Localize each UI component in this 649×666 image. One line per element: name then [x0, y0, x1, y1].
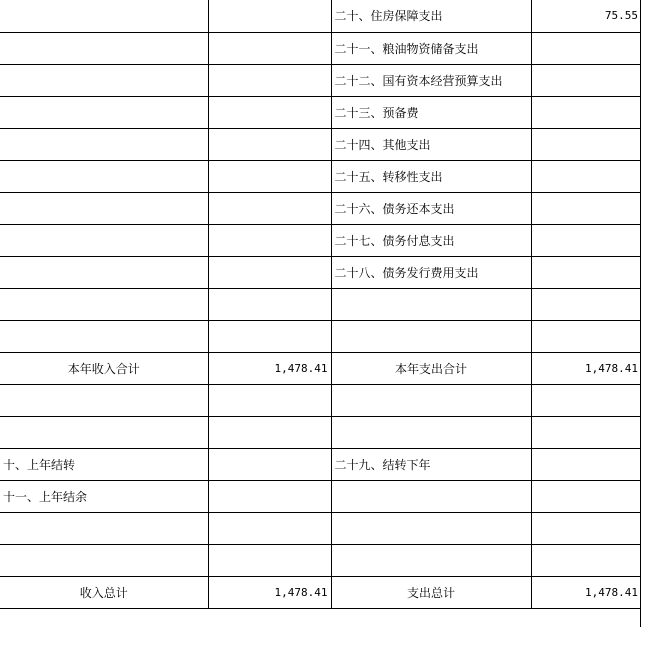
income-amount-cell[interactable] [208, 160, 331, 192]
income-item-cell[interactable] [0, 384, 208, 416]
expense-item-cell[interactable] [331, 480, 531, 512]
expense-amount-cell[interactable]: 75.55 [531, 0, 641, 32]
expense-amount-cell[interactable] [531, 544, 641, 576]
table-row [0, 320, 641, 352]
income-amount-cell[interactable] [208, 512, 331, 544]
income-item-cell[interactable] [0, 320, 208, 352]
table-row [0, 512, 641, 544]
income-item-cell[interactable] [0, 64, 208, 96]
income-amount-cell[interactable] [208, 64, 331, 96]
expense-item-cell[interactable] [331, 512, 531, 544]
expense-item-cell[interactable] [331, 544, 531, 576]
income-item-cell[interactable] [0, 0, 208, 32]
income-amount-cell[interactable] [208, 416, 331, 448]
table-row [0, 32, 641, 64]
income-amount-cell[interactable] [208, 128, 331, 160]
income-item-cell[interactable]: 本年收入合计 [0, 352, 208, 384]
income-amount-cell[interactable] [208, 224, 331, 256]
expense-amount-cell[interactable] [531, 128, 641, 160]
income-amount-cell[interactable] [208, 288, 331, 320]
income-item-cell[interactable] [0, 256, 208, 288]
income-amount-cell[interactable] [208, 448, 331, 480]
expense-item-cell[interactable] [331, 384, 531, 416]
expense-item-cell[interactable]: 二十七、债务付息支出 [331, 224, 531, 256]
income-amount-cell[interactable]: 1,478.41 [208, 576, 331, 608]
expense-item-cell[interactable]: 二十八、债务发行费用支出 [331, 256, 531, 288]
income-item-cell[interactable] [0, 192, 208, 224]
expense-amount-cell[interactable] [531, 512, 641, 544]
expense-item-cell[interactable]: 二十四、其他支出 [331, 128, 531, 160]
expense-amount-cell[interactable]: 1,478.41 [531, 352, 641, 384]
expense-amount-cell[interactable] [531, 416, 641, 448]
expense-item-cell[interactable]: 本年支出合计 [331, 352, 531, 384]
table-row [0, 288, 641, 320]
table-row [0, 64, 641, 96]
table-row [0, 96, 641, 128]
income-item-cell[interactable] [0, 544, 208, 576]
income-amount-cell[interactable] [208, 384, 331, 416]
table-row [0, 192, 641, 224]
table-row [0, 544, 641, 576]
income-amount-cell[interactable] [208, 256, 331, 288]
expense-item-cell[interactable]: 二十九、结转下年 [331, 448, 531, 480]
income-amount-cell[interactable] [208, 0, 331, 32]
income-amount-cell[interactable] [208, 192, 331, 224]
table-row [0, 352, 641, 384]
expense-item-cell[interactable]: 二十一、粮油物资储备支出 [331, 32, 531, 64]
expense-item-cell[interactable] [331, 320, 531, 352]
income-item-cell[interactable] [0, 288, 208, 320]
income-item-cell[interactable]: 收入总计 [0, 576, 208, 608]
expense-amount-cell[interactable] [531, 256, 641, 288]
expense-item-cell[interactable]: 二十五、转移性支出 [331, 160, 531, 192]
expense-amount-cell[interactable] [531, 384, 641, 416]
income-amount-cell[interactable] [208, 320, 331, 352]
expense-item-cell[interactable]: 支出总计 [331, 576, 531, 608]
table-row [0, 384, 641, 416]
expense-item-cell[interactable] [331, 288, 531, 320]
expense-amount-cell[interactable] [531, 96, 641, 128]
expense-item-cell[interactable]: 二十六、债务还本支出 [331, 192, 531, 224]
income-item-cell[interactable] [0, 160, 208, 192]
expense-amount-cell[interactable] [531, 288, 641, 320]
expense-amount-cell[interactable] [531, 320, 641, 352]
table-row [0, 448, 641, 480]
income-amount-cell[interactable]: 1,478.41 [208, 352, 331, 384]
income-item-cell[interactable] [0, 32, 208, 64]
expense-item-cell[interactable]: 二十二、国有资本经营预算支出 [331, 64, 531, 96]
table-row [0, 416, 641, 448]
expense-amount-cell[interactable] [531, 160, 641, 192]
income-item-cell[interactable]: 十一、上年结余 [0, 480, 208, 512]
table-row [0, 160, 641, 192]
income-amount-cell[interactable] [208, 32, 331, 64]
expense-item-cell[interactable]: 二十三、预备费 [331, 96, 531, 128]
table-row [0, 224, 641, 256]
table-row [0, 256, 641, 288]
expense-amount-cell[interactable] [531, 32, 641, 64]
income-item-cell[interactable]: 十、上年结转 [0, 448, 208, 480]
income-item-cell[interactable] [0, 512, 208, 544]
table-row [0, 480, 641, 512]
table-row [0, 128, 641, 160]
income-item-cell[interactable] [0, 224, 208, 256]
expense-item-cell[interactable] [331, 416, 531, 448]
expense-amount-cell[interactable] [531, 224, 641, 256]
expense-amount-cell[interactable]: 1,478.41 [531, 576, 641, 608]
expense-item-cell[interactable]: 二十、住房保障支出 [331, 0, 531, 32]
income-amount-cell[interactable] [208, 480, 331, 512]
income-amount-cell[interactable] [208, 544, 331, 576]
expense-amount-cell[interactable] [531, 64, 641, 96]
expense-amount-cell[interactable] [531, 192, 641, 224]
expense-amount-cell[interactable] [531, 448, 641, 480]
income-amount-cell[interactable] [208, 96, 331, 128]
table-row [0, 576, 641, 608]
table-right-border [640, 0, 641, 627]
income-item-cell[interactable] [0, 128, 208, 160]
income-item-cell[interactable] [0, 96, 208, 128]
income-item-cell[interactable] [0, 416, 208, 448]
expense-amount-cell[interactable] [531, 480, 641, 512]
table-row [0, 0, 641, 32]
